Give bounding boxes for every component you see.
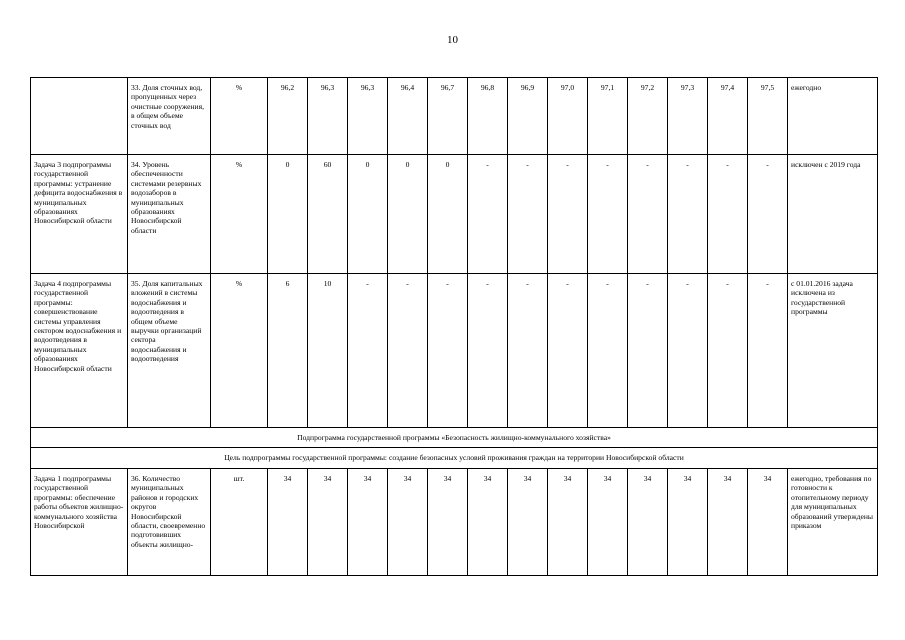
table-row-indicator-35: [31, 274, 878, 428]
value-cell: 96,3: [348, 78, 388, 155]
unit-cell: %: [211, 274, 268, 428]
value-cell: -: [508, 274, 548, 428]
value-cell: 34: [548, 469, 588, 576]
value-cell: 96,4: [388, 78, 428, 155]
indicator-cell: 36. Количество муниципальных районов и городских округов Новосибирской области, своевременно подготовивших объекты жилищно-: [128, 469, 211, 576]
value-cell: 97,0: [548, 78, 588, 155]
value-cell: 34: [268, 469, 308, 576]
indicator-cell: 35. Доля капитальных вложений в системы водоснабжения и водоотведения в общем объеме выручки организаций сектора водоснабжения и водоотведения: [128, 274, 211, 428]
value-cell: 96,9: [508, 78, 548, 155]
value-cell: -: [468, 155, 508, 274]
value-cell: 34: [708, 469, 748, 576]
value-cell: 96,8: [468, 78, 508, 155]
section-goal-row: [31, 448, 878, 469]
indicator-cell: 34. Уровень обеспеченности системами резервных водозаборов в муниципальных образованиях Новосибирской области: [128, 155, 211, 274]
value-cell: -: [428, 274, 468, 428]
value-cell: -: [668, 155, 708, 274]
value-cell: -: [548, 274, 588, 428]
value-cell: 97,2: [628, 78, 668, 155]
value-cell: 97,3: [668, 78, 708, 155]
task-cell: Задача 3 подпрограммы государственной программы: устранение дефицита водоснабжения в муниципальных образованиях Новосибирской области: [31, 155, 128, 274]
value-cell: -: [748, 155, 788, 274]
value-cell: 96,3: [308, 78, 348, 155]
value-cell: 0: [428, 155, 468, 274]
value-cell: -: [588, 155, 628, 274]
value-cell: 34: [748, 469, 788, 576]
task-cell: Задача 4 подпрограммы государственной программы: совершенствование системы управления сектором водоснабжения и водоотведения в муниципальных образованиях Новосибирской области: [31, 274, 128, 428]
value-cell: -: [348, 274, 388, 428]
table-row-indicator-33: [31, 78, 878, 155]
value-cell: 10: [308, 274, 348, 428]
table-row-indicator-36: [31, 469, 878, 576]
note-cell: с 01.01.2016 задача исключена из государственной программы: [788, 274, 878, 428]
value-cell: 0: [348, 155, 388, 274]
value-cell: 34: [468, 469, 508, 576]
table-row-indicator-34: [31, 155, 878, 274]
value-cell: 34: [348, 469, 388, 576]
value-cell: -: [708, 274, 748, 428]
value-cell: 0: [388, 155, 428, 274]
value-cell: 0: [268, 155, 308, 274]
note-cell: ежегодно, требования по готовности к отопительному периоду для муниципальных образований утверждены приказом: [788, 469, 878, 576]
task-cell: Задача 1 подпрограммы государственной программы: обеспечение работы объектов жилищно-коммунального хозяйства Новосибирской: [31, 469, 128, 576]
unit-cell: %: [211, 78, 268, 155]
value-cell: 97,5: [748, 78, 788, 155]
value-cell: 34: [668, 469, 708, 576]
section-title-row: [31, 428, 878, 448]
value-cell: 96,7: [428, 78, 468, 155]
indicators-table: [30, 77, 878, 576]
value-cell: 34: [308, 469, 348, 576]
value-cell: 34: [428, 469, 468, 576]
value-cell: -: [588, 274, 628, 428]
value-cell: 34: [588, 469, 628, 576]
value-cell: 97,1: [588, 78, 628, 155]
subprogram-title: Подпрограмма государственной программы «Безопасность жилищно-коммунального хозяйства»: [31, 428, 878, 448]
value-cell: -: [628, 274, 668, 428]
task-cell: [31, 78, 128, 155]
value-cell: -: [628, 155, 668, 274]
note-cell: исключен с 2019 года: [788, 155, 878, 274]
value-cell: -: [548, 155, 588, 274]
value-cell: -: [388, 274, 428, 428]
value-cell: 60: [308, 155, 348, 274]
note-cell: ежегодно: [788, 78, 878, 155]
subprogram-goal: Цель подпрограммы государственной программы: создание безопасных условий проживания граждан на территории Новосибирской области: [31, 448, 878, 469]
value-cell: 34: [628, 469, 668, 576]
value-cell: -: [708, 155, 748, 274]
value-cell: -: [748, 274, 788, 428]
value-cell: 34: [508, 469, 548, 576]
value-cell: 97,4: [708, 78, 748, 155]
value-cell: 6: [268, 274, 308, 428]
value-cell: 96,2: [268, 78, 308, 155]
page-number: 10: [447, 34, 458, 46]
value-cell: -: [668, 274, 708, 428]
value-cell: -: [468, 274, 508, 428]
unit-cell: шт.: [211, 469, 268, 576]
unit-cell: %: [211, 155, 268, 274]
indicator-cell: 33. Доля сточных вод, пропущенных через очистные сооружения, в общем объеме сточных вод: [128, 78, 211, 155]
value-cell: 34: [388, 469, 428, 576]
value-cell: -: [508, 155, 548, 274]
